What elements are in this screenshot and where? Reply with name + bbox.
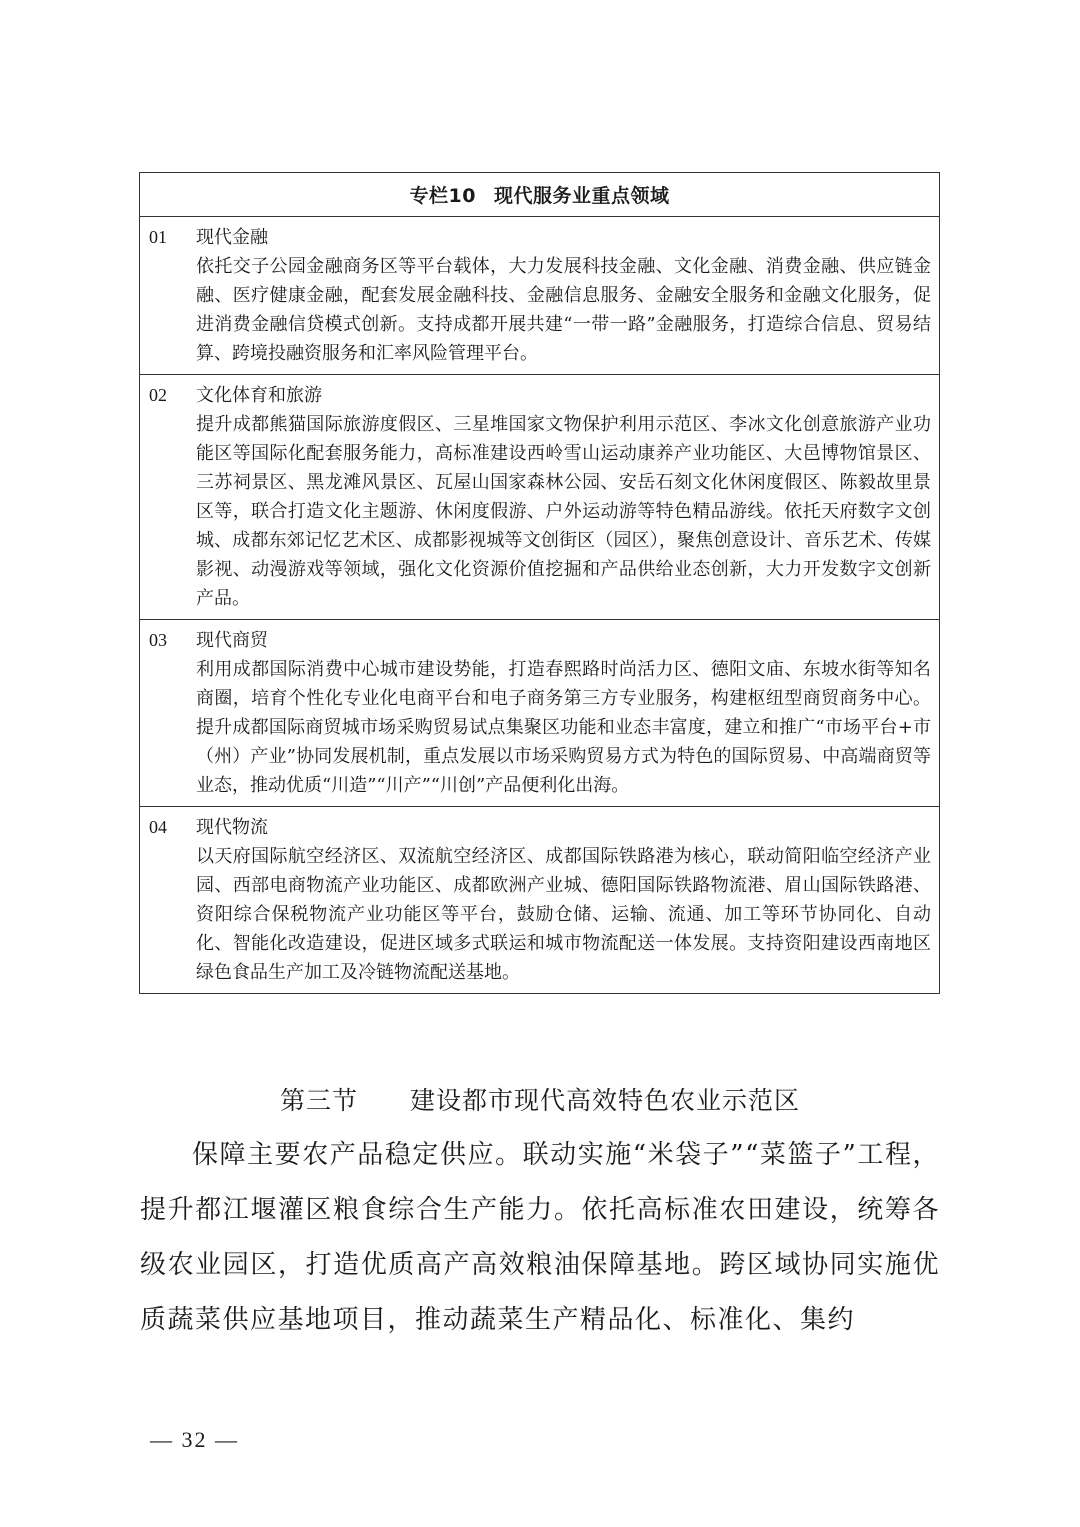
section-heading	[0, 1081, 1080, 1117]
body-paragraph: 保障主要农产品稳定供应。联动实施“米袋子”“菜篮子”工程，提升都江堰灌区粮食综合生产能力。依托高标准农田建设，统筹各级农业园区，打造优质高产高效粮油保障基地。跨区域协同实施优质蔬菜供应基地项目，推动蔬菜生产精品化、标准化、集约	[140, 1140, 940, 1335]
feature-box-label: 专栏10	[409, 185, 476, 207]
section-number: 02	[149, 385, 167, 405]
section-body: 利用成都国际消费中心城市建设势能，打造春熙路时尚活力区、德阳文庙、东坡水街等知名商圈，培育个性化专业化电商平台和电子商务第三方专业服务，构建枢纽型商贸商务中心。提升成都国际商贸城市场采购贸易试点集聚区功能和业态丰富度，建立和推广“市场平台+市（州）产业”协同发展机制，重点发展以市场采购贸易方式为特色的国际贸易、中高端商贸等业态，推动优质“川造”“川产”“川创”产品便利化出海。	[196, 659, 931, 796]
section-number: 03	[149, 630, 167, 650]
feature-box-title: 现代服务业重点领域	[493, 185, 670, 207]
section-title: 文化体育和旅游	[196, 385, 322, 406]
section-body: 以天府国际航空经济区、双流航空经济区、成都国际铁路港为核心，联动简阳临空经济产业园、西部电商物流产业功能区、成都欧洲产业城、德阳国际铁路物流港、眉山国际铁路港、资阳综合保税物流产业功能区等平台，鼓励仓储、运输、流通、加工等环节协同化、自动化、智能化改造建设，促进区域多式联运和城市物流配送一体发展。支持资阳建设西南地区绿色食品生产加工及冷链物流配送基地。	[196, 846, 931, 983]
section-body: 提升成都熊猫国际旅游度假区、三星堆国家文物保护利用示范区、李冰文化创意旅游产业功能区等国际化配套服务能力，高标准建设西岭雪山运动康养产业功能区、大邑博物馆景区、三苏祠景区、黑龙滩风景区、瓦屋山国家森林公园、安岳石刻文化休闲度假区、陈毅故里景区等，联合打造文化主题游、休闲度假游、户外运动游等特色精品游线。依托天府数字文创城、成都东郊记忆艺术区、成都影视城等文创街区（园区），聚焦创意设计、音乐艺术、传媒影视、动漫游戏等领域，强化文化资源价值挖掘和产品供给业态创新，大力开发数字文创新产品。	[196, 414, 931, 609]
section-number: 04	[149, 817, 167, 837]
heading-title: 建设都市现代高效特色农业示范区	[409, 1086, 800, 1115]
section-modern-commerce	[140, 620, 939, 807]
feature-box	[139, 172, 940, 994]
section-modern-logistics	[140, 807, 939, 993]
heading-section-number: 第三节	[280, 1086, 359, 1115]
feature-box-header	[140, 173, 939, 217]
section-title: 现代商贸	[196, 630, 268, 651]
section-body: 依托交子公园金融商务区等平台载体，大力发展科技金融、文化金融、消费金融、供应链金融、医疗健康金融，配套发展金融科技、金融信息服务、金融安全服务和金融文化服务，促进消费金融信贷模式创新。支持成都开展共建“一带一路”金融服务，打造综合信息、贸易结算、跨境投融资服务和汇率风险管理平台。	[196, 256, 931, 364]
section-modern-finance	[140, 217, 939, 375]
section-number: 01	[149, 227, 167, 247]
section-title: 现代金融	[196, 227, 268, 248]
section-culture-sports-tourism	[140, 375, 939, 620]
section-title: 现代物流	[196, 817, 268, 838]
page-number: — 32 —	[150, 1427, 239, 1452]
